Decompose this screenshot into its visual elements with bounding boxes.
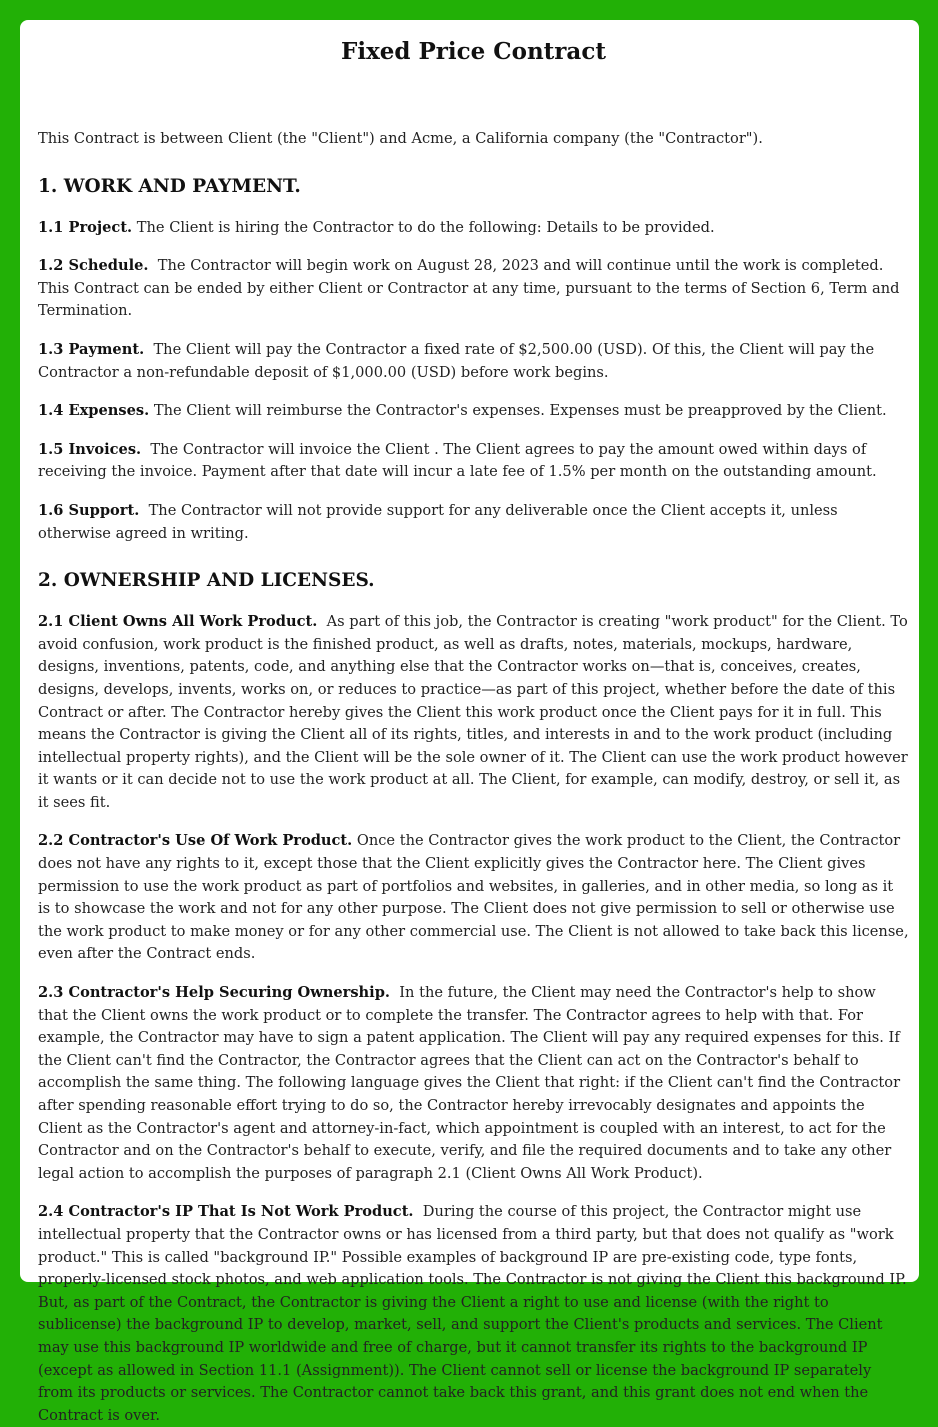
clause-2-1-client-owns-work-product: [38, 611, 909, 814]
clause-1-3-payment: [38, 339, 909, 384]
clause-2-3-help-securing-ownership: [38, 982, 909, 1185]
clause-text: In the future, the Client may need the Contractor's help to show that the Client owns the work product or to complete the transfer. The Contractor agrees to help with that. For example, the Contractor may have to sign a patent application. The Client will pay any required expenses for this. If the Client can't find the Contractor, the Contractor agrees that the Client can act on the Contractor's behalf to accomplish the same thing. The following language gives the Client that right: if the Client can't find the Contractor after spending reasonable effort trying to do so, the Contractor hereby irrevocably designates and appoints the Client as the Contractor's agent and attorney-in-fact, which appointment is coupled with an interest, to act for the Contractor and on the Contractor's behalf to execute, verify, and file the required documents and to take any other legal action to accomplish the purposes of paragraph 2.1 (Client Owns All Work Product).: [38, 984, 901, 1182]
clause-text: The Client will pay the Contractor a fixed rate of $2,500.00 (USD). Of this, the Client will pay the Contractor a non-refundable deposit of $1,000.00 (USD) before work begins.: [38, 340, 875, 381]
clause-label: 2.2 Contractor's Use Of Work Product.: [38, 832, 353, 850]
contract-page: [20, 20, 919, 1424]
document-title: Fixed Price Contract: [341, 38, 606, 65]
clause-1-6-support: [38, 500, 909, 545]
clause-text: As part of this job, the Contractor is creating "work product" for the Client. To avoid confusion, work product is the finished product, as well as drafts, notes, materials, mockups, hardware, designs, inventions, patents, code, and anything else that the Contractor works on—that is, conceives, creates, designs, develops, invents, works on, or reduces to practice—as part of this project, whether before the date of this Contract or after. The Contractor hereby gives the Client this work product once the Client pays for it in full. This means the Contractor is giving the Client all of its rights, titles, and interests in and to the work product (including intellectual property rights), and the Client will be the sole owner of it. The Client can use the work product however it wants or it can decide not to use the work product at all. The Client, for example, can modify, destroy, or sell it, as it sees fit.: [38, 613, 908, 811]
clause-1-1-project: [38, 217, 909, 240]
clause-1-5-invoices: [38, 439, 909, 484]
clause-label: 2.3 Contractor's Help Securing Ownership.: [38, 984, 390, 1002]
clause-text: The Contractor will invoice the Client . The Client agrees to pay the amount owed within days of receiving the invoice. Payment after that date will incur a late fee of 1.5% per month on the outstanding amount.: [38, 440, 877, 481]
clause-text: The Client will reimburse the Contractor's expenses. Expenses must be preapproved by the Client.: [153, 402, 887, 420]
clause-label: 1.4 Expenses.: [38, 402, 150, 420]
section-work-and-payment: [38, 174, 909, 546]
clause-label: 1.5 Invoices.: [38, 440, 142, 458]
clause-label: 1.3 Payment.: [38, 340, 145, 358]
clause-2-2-contractor-use-of-work-product: [38, 830, 909, 966]
clause-label: 1.1 Project.: [38, 218, 133, 236]
clause-2-4-background-ip: [38, 1201, 909, 1427]
clause-text: The Client is hiring the Contractor to do the following: Details to be provided.: [136, 218, 715, 236]
clause-label: 1.2 Schedule.: [38, 257, 149, 275]
section-heading: 1. WORK AND PAYMENT.: [38, 175, 301, 197]
clause-label: 2.1 Client Owns All Work Product.: [38, 613, 318, 631]
clause-label: 2.4 Contractor's IP That Is Not Work Product.: [38, 1203, 414, 1221]
clause-text: The Contractor will not provide support for any deliverable once the Client accepts it, unless otherwise agreed in writing.: [38, 501, 838, 542]
clause-1-2-schedule: [38, 255, 909, 323]
section-ownership-and-licenses: [38, 568, 909, 1427]
clause-text: During the course of this project, the Contractor might use intellectual property that the Contractor owns or has licensed from a third party, but that does not qualify as "work product." This is called "background IP." Possible examples of background IP are pre-existing code, type fonts, properly-licensed stock photos, and web application tools. The Contractor is not giving the Client this background IP. But, as part of the Contract, the Contractor is giving the Client a right to use and license (with the right to sublicense) the background IP to develop, market, sell, and support the Client's products and services. The Client may use this background IP worldwide and free of charge, but it cannot transfer its rights to the background IP (except as allowed in Section 11.1 (Assignment)). The Client cannot sell or license the background IP separately from its products or services. The Contractor cannot take back this grant, and this grant does not end when the Contract is over.: [38, 1203, 907, 1424]
clause-text: Once the Contractor gives the work product to the Client, the Contractor does not have any rights to it, except those that the Client explicitly gives the Contractor here. The Client gives permission to use the work product as part of portfolios and websites, in galleries, and in other media, so long as it is to showcase the work and not for any other purpose. The Client does not give permission to sell or otherwise use the work product to make money or for any other commercial use. The Client is not allowed to take back this license, even after the Contract ends.: [38, 832, 909, 963]
clause-1-4-expenses: [38, 400, 909, 423]
section-heading: 2. OWNERSHIP AND LICENSES.: [38, 570, 375, 592]
clause-label: 1.6 Support.: [38, 501, 140, 519]
clause-text: The Contractor will begin work on August 28, 2023 and will continue until the work is completed. This Contract can be ended by either Client or Contractor at any time, pursuant to the terms of Section 6, Term and Termination.: [38, 257, 900, 320]
contract-intro: This Contract is between Client (the "Client") and Acme, a California company (the "Contractor").: [38, 130, 763, 147]
